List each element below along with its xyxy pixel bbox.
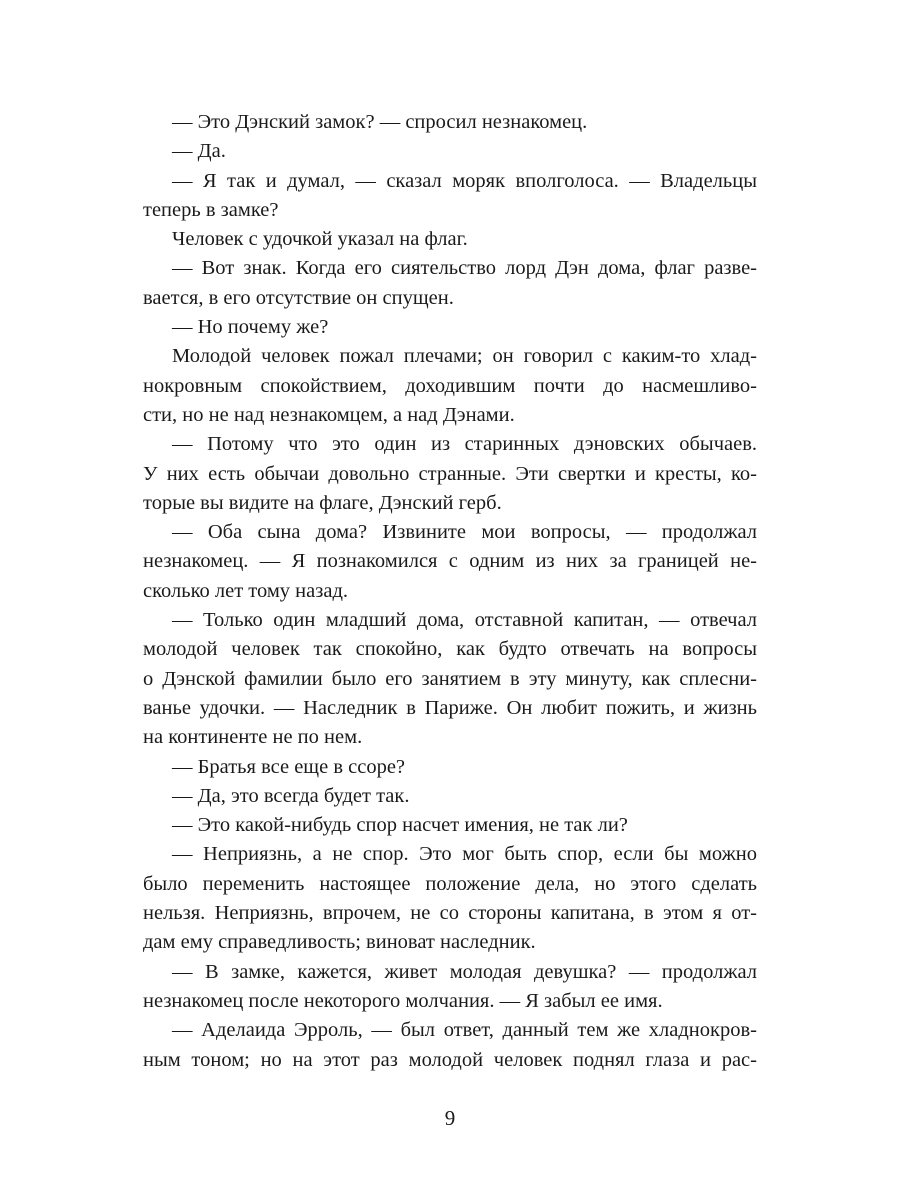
text-line: — Вот знак. Когда его сиятельство лорд Дэн дома, флаг разве- [172,257,757,280]
text-line: нокровным спокойствием, доходившим почти до насмешливо- [143,374,757,397]
text-line: У них есть обычаи довольно странные. Эти свертки и кресты, ко- [143,462,757,485]
text-line: торые вы видите на флаге, Дэнский герб. [143,491,502,514]
paragraph [143,811,757,840]
paragraph [143,782,757,811]
paragraph [143,840,757,957]
paragraph [143,1016,757,1075]
text-line: нельзя. Неприязнь, впрочем, не со стороны капитана, в этом я от- [143,902,757,925]
text-line: — Братья все еще в ссоре? [172,755,406,778]
paragraph [143,753,757,782]
paragraph [143,313,757,342]
paragraph [143,167,757,226]
paragraph [143,958,757,1017]
paragraph [143,254,757,313]
text-line: незнакомец. — Я познакомился с одним из них за границей не- [143,550,757,573]
text-line: дам ему справедливость; виноват наследник. [143,931,536,954]
text-line: — Аделаида Эрроль, — был ответ, данный тем же хладнокров- [172,1019,757,1042]
text-line: — Оба сына дома? Извините мои вопросы, — продолжал [172,521,757,544]
text-line: на континенте не по нем. [143,726,363,749]
text-line: ным тоном; но на этот раз молодой человек поднял глаза и рас- [143,1048,757,1071]
paragraph [143,518,757,606]
text-line: теперь в замке? [143,198,279,221]
text-line: — Только один младший дома, отставной капитан, — отвечал [172,609,757,632]
text-line: Человек с удочкой указал на флаг. [172,228,468,251]
text-line: — Это Дэнский замок? — спросил незнакомец. [172,111,588,133]
text-line: — Да. [172,140,226,163]
paragraph [143,137,757,166]
text-line: ванье удочки. — Наследник в Париже. Он любит пожить, и жизнь [143,696,757,719]
text-line: сколько лет тому назад. [143,579,348,602]
text-line: — Но почему же? [172,316,329,339]
paragraph [143,108,757,137]
text-line: — Потому что это один из старинных дэновских обычаев. [172,433,757,456]
text-line: — Неприязнь, а не спор. Это мог быть спор, если бы можно [172,843,757,866]
text-line: — Я так и думал, — сказал моряк вполголоса. — Владельцы [172,169,757,192]
text-line: незнакомец после некоторого молчания. — Я забыл ее имя. [143,989,663,1012]
text-line: молодой человек так спокойно, как будто отвечать на вопросы [143,638,757,661]
paragraph [143,225,757,254]
text-line: сти, но не над незнакомцем, а над Дэнами. [143,403,515,426]
text-line: Молодой человек пожал плечами; он говорил с каким-то хлад- [172,345,757,368]
text-line: вается, в его отсутствие он спущен. [143,286,454,309]
text-line: — В замке, кажется, живет молодая девушка? — продолжал [172,960,757,983]
paragraph [143,342,757,430]
page-number: 9 [444,1106,456,1130]
paragraph [143,606,757,752]
text-line: — Это какой-нибудь спор насчет имения, не так ли? [172,814,628,837]
page-text-body [143,108,757,1075]
text-line: было переменить настоящее положение дела, но этого сделать [143,872,757,895]
text-line: — Да, это всегда будет так. [172,784,410,807]
paragraph [143,430,757,518]
text-line: о Дэнской фамилии было его занятием в эту минуту, как сплесни- [143,667,757,690]
